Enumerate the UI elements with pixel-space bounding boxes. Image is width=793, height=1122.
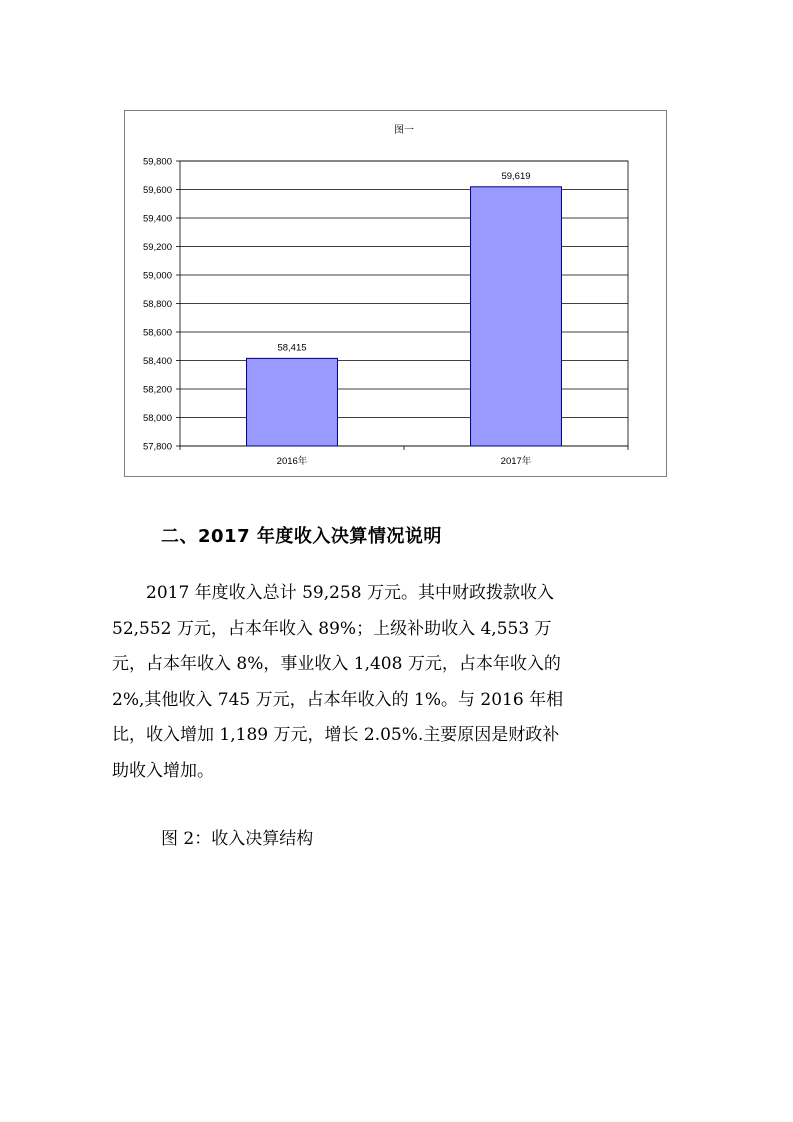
y-tick-label: 59,200 bbox=[142, 242, 172, 253]
y-tick-label: 59,600 bbox=[142, 185, 172, 196]
bar bbox=[471, 187, 562, 446]
x-tick-label: 2016年 bbox=[276, 456, 308, 467]
section-heading: 二、2017 年度收入决算情况说明 bbox=[161, 526, 442, 547]
chart-title: 图一 bbox=[394, 125, 414, 136]
income-paragraph bbox=[112, 576, 672, 789]
y-tick-label: 58,200 bbox=[142, 384, 172, 396]
chart-container bbox=[124, 110, 667, 477]
y-tick-label: 59,000 bbox=[142, 270, 172, 282]
paragraph-line: 2%,其他收入 745 万元，占本年收入的 1%。与 2016 年相 bbox=[112, 689, 564, 710]
y-tick-label: 58,400 bbox=[142, 356, 172, 367]
figure-caption: 图 2：收入决算结构 bbox=[161, 829, 314, 849]
y-tick-label: 59,800 bbox=[142, 156, 172, 168]
bar-value-label: 59,619 bbox=[501, 170, 531, 182]
y-tick-label: 57,800 bbox=[142, 441, 172, 453]
bar-chart bbox=[125, 111, 666, 476]
paragraph-line: 2017 年度收入总计 59,258 万元。其中财政拨款收入 bbox=[112, 583, 554, 603]
paragraph-line: 助收入增加。 bbox=[112, 760, 214, 781]
paragraph-line: 52,552 万元，占本年收入 89%；上级补助收入 4,553 万 bbox=[112, 618, 552, 639]
y-tick-label: 58,800 bbox=[142, 299, 172, 310]
paragraph-line: 比，收入增加 1,189 万元，增长 2.05%.主要原因是财政补 bbox=[112, 725, 560, 745]
bar-value-label: 58,415 bbox=[277, 342, 307, 354]
y-tick-label: 58,000 bbox=[142, 413, 172, 424]
x-tick-label: 2017年 bbox=[500, 456, 532, 467]
bar bbox=[247, 358, 338, 446]
y-tick-label: 59,400 bbox=[142, 213, 172, 225]
paragraph-line: 元，占本年收入 8%，事业收入 1,408 万元，占本年收入的 bbox=[112, 654, 561, 674]
y-tick-label: 58,600 bbox=[142, 327, 172, 339]
